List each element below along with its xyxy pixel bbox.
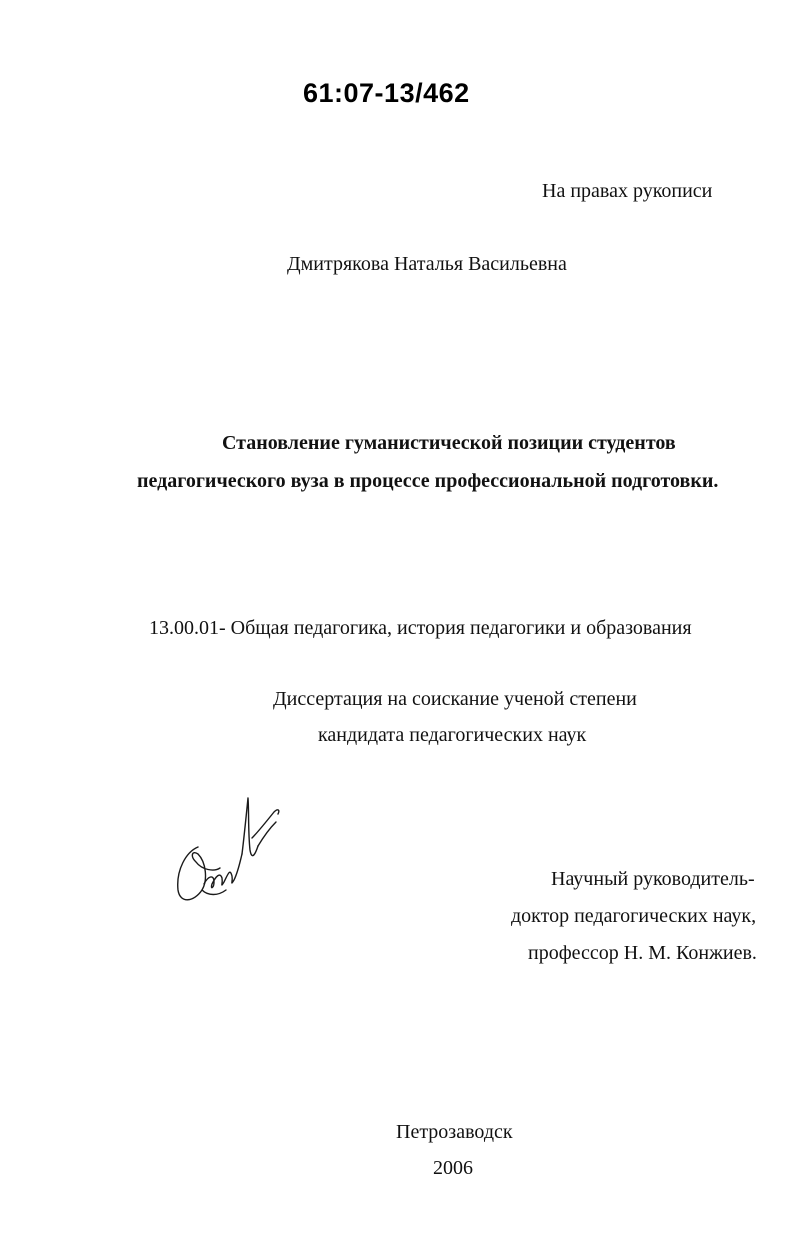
author-name: Дмитрякова Наталья Васильевна	[287, 253, 567, 275]
thesis-title-line-2: педагогического вуза в процессе профессиональной подготовки.	[137, 470, 719, 492]
archive-code: 61:07-13/462	[303, 78, 470, 108]
rights-note: На правах рукописи	[542, 180, 713, 202]
supervisor-degree: доктор педагогических наук,	[511, 905, 757, 927]
specialty-code: 13.00.01- Общая педагогика, история педагогики и образования	[149, 617, 692, 639]
year: 2006	[433, 1157, 473, 1179]
degree-line-2: кандидата педагогических наук	[318, 724, 587, 746]
degree-line-1: Диссертация на соискание ученой степени	[273, 688, 637, 710]
signature-icon	[168, 792, 283, 912]
supervisor-name: профессор Н. М. Конжиев.	[528, 942, 757, 964]
thesis-title-line-1: Становление гуманистической позиции студентов	[222, 432, 676, 454]
city: Петрозаводск	[396, 1121, 513, 1143]
supervisor-role: Научный руководитель-	[551, 868, 755, 890]
